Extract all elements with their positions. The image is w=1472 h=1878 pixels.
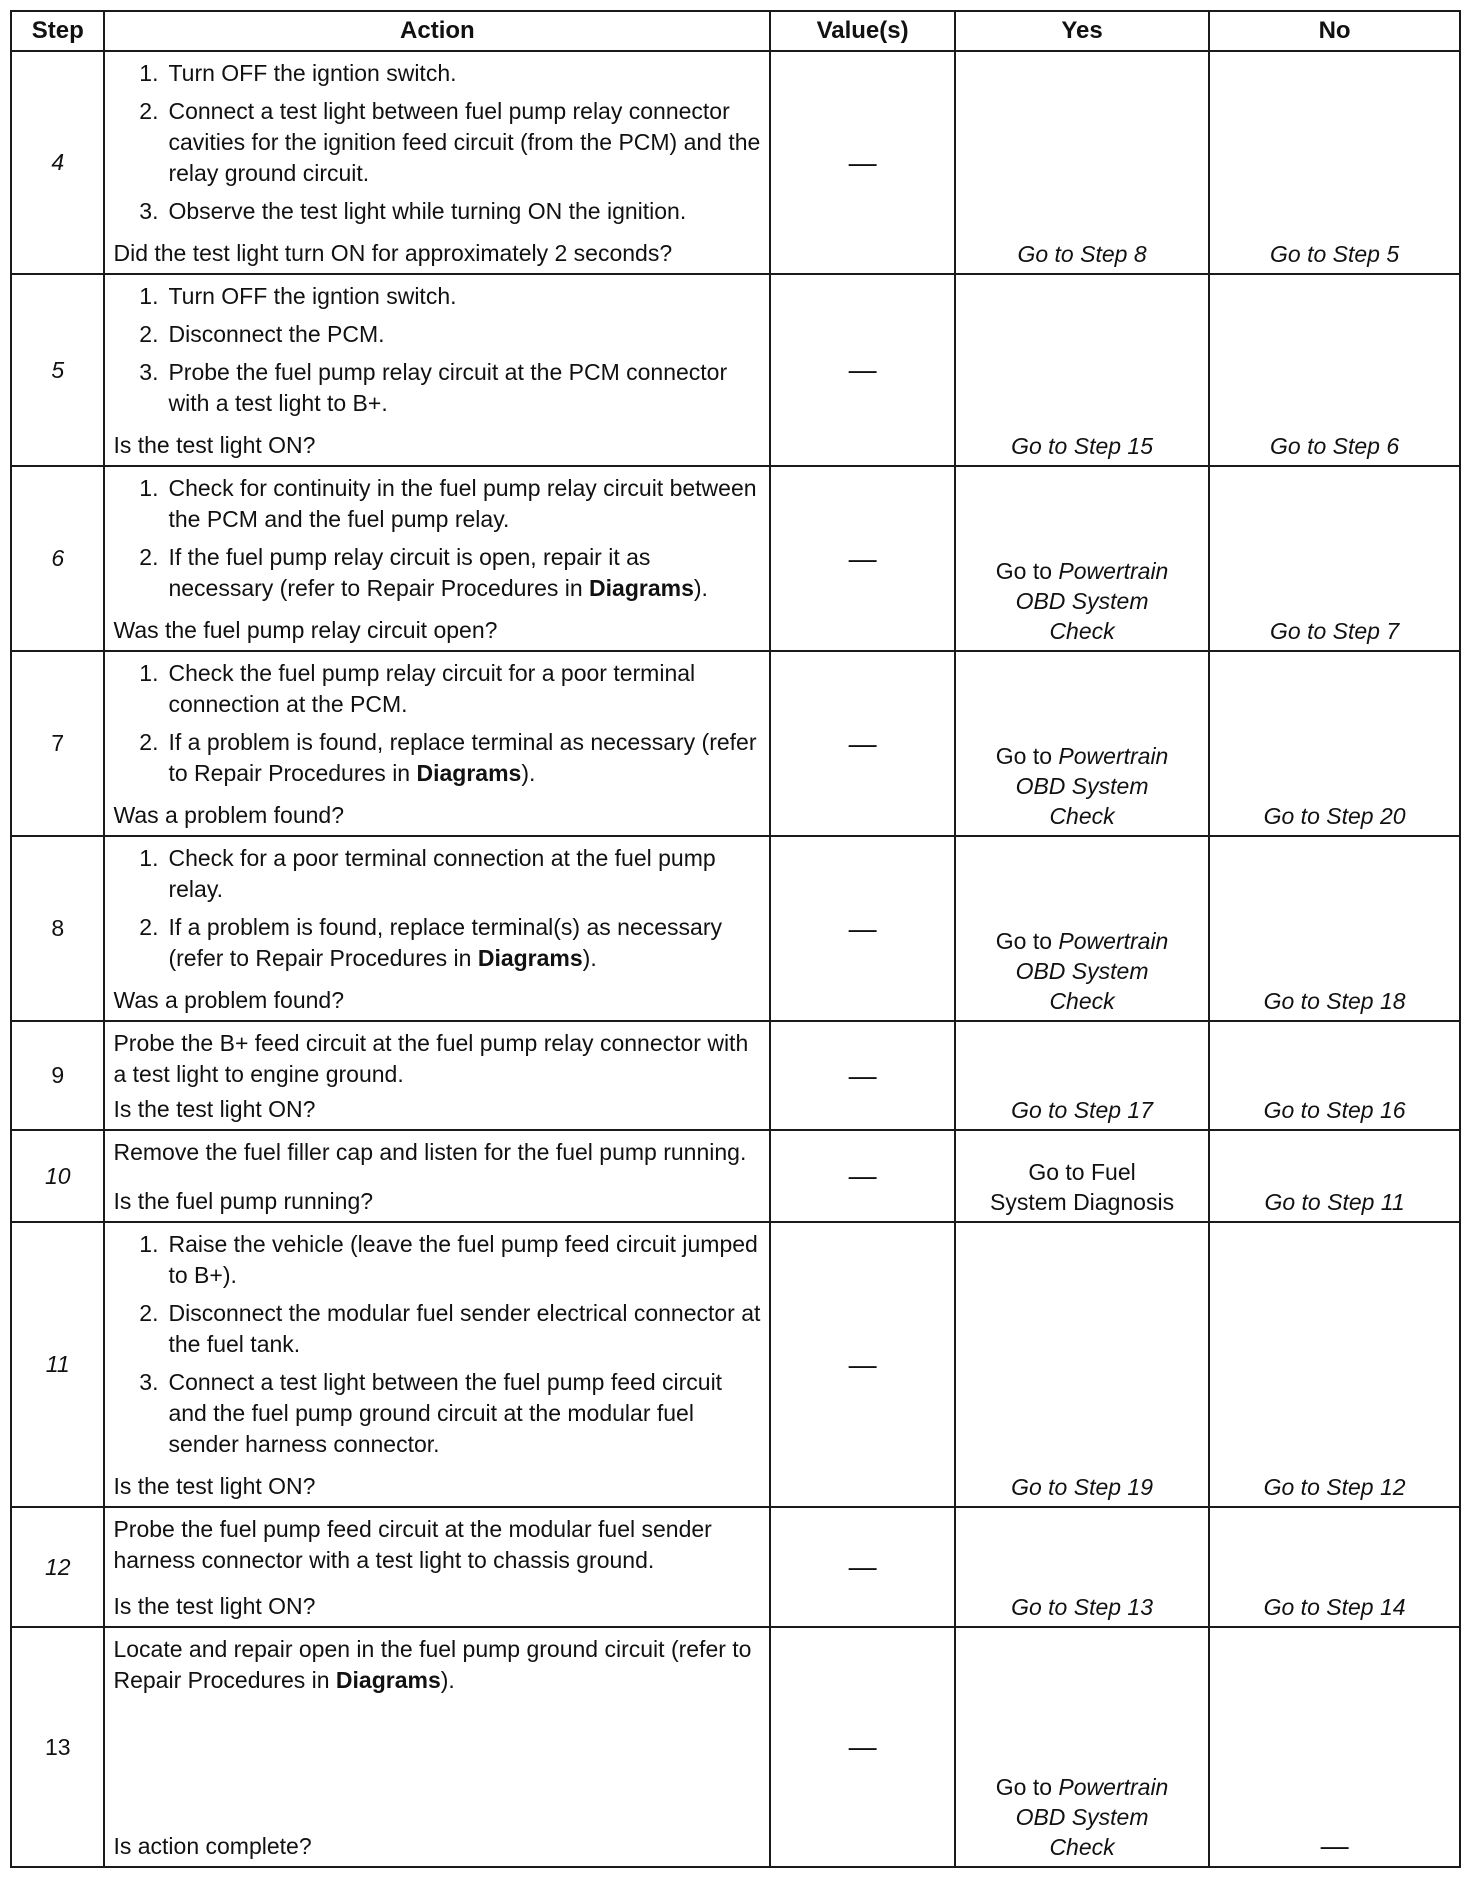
- step-text: If a problem is found, replace terminal as necessary (refer to Repair Procedures in Diagrams).: [168, 729, 757, 786]
- action-step: [113, 473, 761, 535]
- spacer: [113, 1576, 761, 1587]
- yes-line: [956, 1832, 1208, 1862]
- step-number: 11: [11, 1222, 104, 1507]
- action-cell: [104, 1021, 770, 1130]
- action-content: [105, 467, 769, 650]
- step-text: Turn OFF the igntion switch.: [168, 60, 457, 86]
- header-no: No: [1209, 11, 1460, 51]
- action-step: [113, 1367, 761, 1460]
- yes-target: Check: [1049, 1834, 1115, 1860]
- bold-term: Diagrams: [477, 945, 583, 971]
- no-cell: [1209, 1021, 1460, 1130]
- action-text: Locate and repair open in the fuel pump ground circuit (refer to Repair Procedures in Diagrams).: [113, 1636, 752, 1693]
- action-step: [113, 1298, 761, 1360]
- action-steps: [113, 281, 761, 426]
- action-cell: [104, 274, 770, 466]
- step-text: Probe the fuel pump relay circuit at the PCM connector with a test light to B+.: [168, 359, 728, 416]
- step-text: Observe the test light while turning ON the ignition.: [168, 198, 687, 224]
- step-index: 2.: [139, 544, 159, 570]
- yes-target: Powertrain: [1058, 558, 1169, 584]
- yes-line: [956, 586, 1208, 616]
- action-cell: [104, 1130, 770, 1222]
- yes-line: [956, 616, 1208, 646]
- no-cell: [1209, 1130, 1460, 1222]
- action-content: [105, 275, 769, 465]
- action-content: [105, 1022, 769, 1129]
- step-index: 3.: [139, 359, 159, 385]
- action-question: Is the test light ON?: [113, 432, 316, 458]
- action-cell: [104, 1507, 770, 1627]
- action-content: [105, 1223, 769, 1506]
- step-index: 1.: [139, 845, 159, 871]
- action-step: [113, 843, 761, 905]
- table-row: [11, 1222, 1460, 1507]
- step-number: 4: [11, 51, 104, 274]
- yes-target: OBD System: [1015, 1804, 1149, 1830]
- header-step: Step: [11, 11, 104, 51]
- value-cell: —: [770, 1627, 955, 1867]
- yes-line: Go to Fuel: [1028, 1159, 1136, 1185]
- header-values: Value(s): [770, 11, 955, 51]
- step-number: 13: [11, 1627, 104, 1867]
- action-step: [113, 542, 761, 604]
- action-steps: [113, 58, 761, 234]
- step-text: Check for a poor terminal connection at the fuel pump relay.: [168, 845, 716, 902]
- yes-cell: [955, 1021, 1209, 1130]
- yes-cell: [955, 274, 1209, 466]
- yes-cell: [955, 1507, 1209, 1627]
- yes-line: [956, 801, 1208, 831]
- step-number: 6: [11, 466, 104, 651]
- yes-cell: [955, 651, 1209, 836]
- no-target: Go to Step 18: [1263, 988, 1406, 1014]
- action-question: Did the test light turn ON for approximately 2 seconds?: [113, 240, 673, 266]
- table-row: [11, 1130, 1460, 1222]
- table-body: [11, 51, 1460, 1867]
- step-number: 8: [11, 836, 104, 1021]
- no-target: Go to Step 16: [1263, 1097, 1406, 1123]
- action-question: Is the test light ON?: [113, 1593, 316, 1619]
- yes-target: Go to Step 19: [1011, 1474, 1154, 1500]
- bold-term: Diagrams: [589, 575, 694, 601]
- yes-target: Check: [1049, 988, 1115, 1014]
- no-cell: [1209, 1507, 1460, 1627]
- table-row: [11, 1021, 1460, 1130]
- yes-line: System Diagnosis: [990, 1189, 1175, 1215]
- bold-term: Diagrams: [335, 1667, 441, 1693]
- step-number: 7: [11, 651, 104, 836]
- action-step: [113, 1229, 761, 1291]
- action-cell: [104, 651, 770, 836]
- no-cell: [1209, 1222, 1460, 1507]
- table-row: [11, 51, 1460, 274]
- value-cell: —: [770, 51, 955, 274]
- step-index: 1.: [139, 60, 159, 86]
- bold-term: Diagrams: [416, 760, 522, 786]
- action-step: [113, 58, 761, 89]
- yes-target: OBD System: [1015, 773, 1149, 799]
- action-question: Was a problem found?: [113, 802, 345, 828]
- action-step: [113, 196, 761, 227]
- yes-target: Check: [1049, 803, 1115, 829]
- yes-target: Go to Step 15: [1011, 433, 1154, 459]
- step-text: Connect a test light between the fuel pump feed circuit and the fuel pump ground circuit at the modular fuel sender harness connector.: [168, 1369, 723, 1457]
- step-text: If a problem is found, replace terminal(s) as necessary (refer to Repair Procedures in Diagrams).: [168, 914, 722, 971]
- step-index: 3.: [139, 1369, 159, 1395]
- no-cell: [1209, 51, 1460, 274]
- step-text: Turn OFF the igntion switch.: [168, 283, 457, 309]
- yes-cell: [955, 1130, 1209, 1222]
- step-number: 9: [11, 1021, 104, 1130]
- yes-line: Go to Powertrain: [995, 743, 1169, 769]
- action-cell: [104, 836, 770, 1021]
- step-index: 2.: [139, 914, 159, 940]
- step-number: 10: [11, 1130, 104, 1222]
- table-row: [11, 1627, 1460, 1867]
- action-cell: [104, 1627, 770, 1867]
- action-question: Is the test light ON?: [113, 1473, 316, 1499]
- action-text: Probe the B+ feed circuit at the fuel pump relay connector with a test light to engine ground.: [113, 1030, 749, 1087]
- action-text: Remove the fuel filler cap and listen for the fuel pump running.: [113, 1139, 747, 1165]
- yes-target: Go to Step 8: [1017, 241, 1147, 267]
- table-row: [11, 651, 1460, 836]
- action-step: [113, 727, 761, 789]
- step-text: Check the fuel pump relay circuit for a poor terminal connection at the PCM.: [168, 660, 696, 717]
- step-text: Connect a test light between fuel pump relay connector cavities for the ignition feed circuit (from the PCM) and the relay ground circuit.: [168, 98, 761, 186]
- action-step: [113, 96, 761, 189]
- no-cell: [1209, 1627, 1460, 1867]
- yes-target: OBD System: [1015, 588, 1149, 614]
- step-index: 2.: [139, 1300, 159, 1326]
- value-cell: —: [770, 274, 955, 466]
- table-row: [11, 1507, 1460, 1627]
- action-question: Was a problem found?: [113, 987, 345, 1013]
- value-cell: —: [770, 1507, 955, 1627]
- yes-line: Go to Powertrain: [995, 928, 1169, 954]
- action-question: Was the fuel pump relay circuit open?: [113, 617, 498, 643]
- step-text: Disconnect the modular fuel sender electrical connector at the fuel tank.: [168, 1300, 761, 1357]
- step-index: 2.: [139, 98, 159, 124]
- yes-line: [956, 956, 1208, 986]
- action-step: [113, 281, 761, 312]
- step-number: 12: [11, 1507, 104, 1627]
- value-cell: —: [770, 1021, 955, 1130]
- action-content: [105, 1131, 769, 1221]
- yes-target: Powertrain: [1058, 928, 1169, 954]
- no-target: Go to Step 6: [1270, 433, 1400, 459]
- no-cell: [1209, 274, 1460, 466]
- yes-cell: [955, 466, 1209, 651]
- yes-line: [956, 1802, 1208, 1832]
- step-text: Check for continuity in the fuel pump relay circuit between the PCM and the fuel pump relay.: [168, 475, 757, 532]
- action-step: [113, 658, 761, 720]
- yes-line: Go to Powertrain: [995, 1774, 1169, 1800]
- value-cell: —: [770, 836, 955, 1021]
- action-question: Is action complete?: [113, 1833, 312, 1859]
- no-target: Go to Step 12: [1263, 1474, 1406, 1500]
- action-content: [105, 652, 769, 835]
- yes-line: Go to Powertrain: [995, 558, 1169, 584]
- no-target: Go to Step 7: [1270, 618, 1400, 644]
- yes-cell: [955, 51, 1209, 274]
- yes-cell: [955, 1627, 1209, 1867]
- no-target: Go to Step 14: [1263, 1594, 1406, 1620]
- yes-target: Powertrain: [1058, 1774, 1169, 1800]
- table-row: [11, 466, 1460, 651]
- yes-target: Go to Step 17: [1011, 1097, 1154, 1123]
- action-steps: [113, 1229, 761, 1467]
- table-row: [11, 274, 1460, 466]
- yes-target: Check: [1049, 618, 1115, 644]
- value-cell: —: [770, 1222, 955, 1507]
- spacer: [113, 1696, 761, 1827]
- no-target: Go to Step 20: [1263, 803, 1406, 829]
- step-index: 2.: [139, 321, 159, 347]
- yes-line: [956, 986, 1208, 1016]
- action-step: [113, 912, 761, 974]
- step-text: Raise the vehicle (leave the fuel pump feed circuit jumped to B+).: [168, 1231, 758, 1288]
- yes-target: Powertrain: [1058, 743, 1169, 769]
- yes-target: Go to Step 13: [1011, 1594, 1154, 1620]
- table-row: [11, 836, 1460, 1021]
- action-step: [113, 319, 761, 350]
- no-cell: [1209, 836, 1460, 1021]
- no-dash: —: [1320, 1830, 1349, 1861]
- action-steps: [113, 658, 761, 796]
- spacer: [113, 1168, 761, 1182]
- step-number: 5: [11, 274, 104, 466]
- header-row: [11, 11, 1460, 51]
- action-step: [113, 357, 761, 419]
- action-cell: [104, 466, 770, 651]
- no-cell: [1209, 651, 1460, 836]
- value-cell: —: [770, 466, 955, 651]
- yes-cell: [955, 836, 1209, 1021]
- step-index: 1.: [139, 475, 159, 501]
- yes-line: [956, 771, 1208, 801]
- action-steps: [113, 843, 761, 981]
- step-text: Disconnect the PCM.: [168, 321, 385, 347]
- action-cell: [104, 1222, 770, 1507]
- step-index: 1.: [139, 660, 159, 686]
- value-cell: —: [770, 651, 955, 836]
- action-content: [105, 52, 769, 273]
- step-text: If the fuel pump relay circuit is open, repair it as necessary (refer to Repair Procedures in Diagrams).: [168, 544, 708, 601]
- step-index: 1.: [139, 1231, 159, 1257]
- action-text: Probe the fuel pump feed circuit at the modular fuel sender harness connector with a test light to chassis ground.: [113, 1516, 712, 1573]
- value-cell: —: [770, 1130, 955, 1222]
- action-content: [105, 1508, 769, 1626]
- no-target: Go to Step 5: [1270, 241, 1400, 267]
- action-steps: [113, 473, 761, 611]
- header-action: Action: [104, 11, 770, 51]
- step-index: 2.: [139, 729, 159, 755]
- action-cell: [104, 51, 770, 274]
- action-content: [105, 837, 769, 1020]
- step-index: 3.: [139, 198, 159, 224]
- action-question: Is the test light ON?: [113, 1096, 316, 1122]
- header-yes: Yes: [955, 11, 1209, 51]
- diagnostic-table: [10, 10, 1461, 1868]
- no-cell: [1209, 466, 1460, 651]
- action-question: Is the fuel pump running?: [113, 1188, 374, 1214]
- step-index: 1.: [139, 283, 159, 309]
- yes-target: OBD System: [1015, 958, 1149, 984]
- action-content: [105, 1628, 769, 1866]
- yes-cell: [955, 1222, 1209, 1507]
- no-target: Go to Step 11: [1264, 1189, 1405, 1215]
